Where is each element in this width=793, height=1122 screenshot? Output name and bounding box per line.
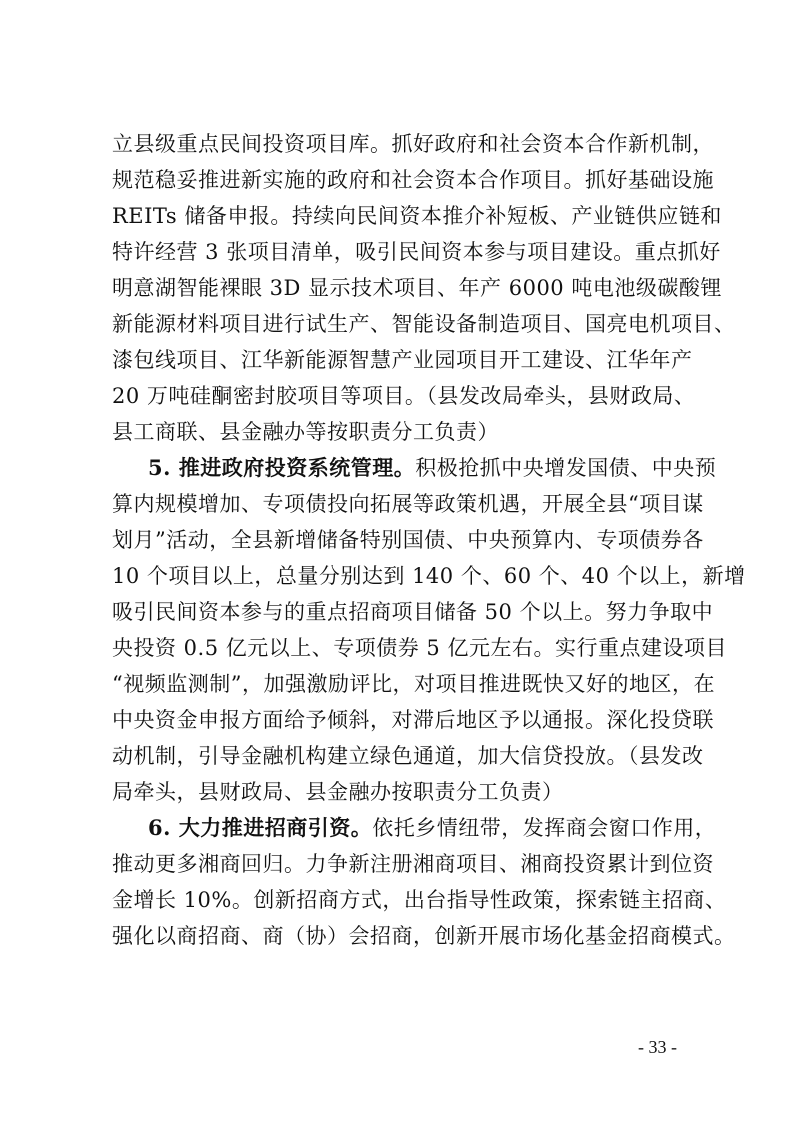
text-line: 明意湖智能裸眼 3D 显示技术项目、年产 6000 吨电池级碳酸锂: [112, 276, 722, 300]
text-line: 20 万吨硅酮密封胶项目等项目。（县发改局牵头，县财政局、: [112, 384, 696, 408]
text-line: 强化以商招商、商（协）会招商，创新开展市场化基金招商模式。: [112, 924, 736, 948]
text-line: 县工商联、县金融办等按职责分工负责）: [112, 420, 499, 444]
text-line: 央投资 0.5 亿元以上、专项债券 5 亿元左右。实行重点建设项目: [112, 636, 727, 660]
text-line: 金增长 10%。创新招商方式，出台指导性政策，探索链主招商、: [112, 888, 727, 912]
text-line: “视频监测制”，加强激励评比，对项目推进既快又好的地区，在: [112, 672, 715, 696]
text-line: 局牵头，县财政局、县金融办按职责分工负责）: [112, 780, 564, 804]
section-text: 积极抢抓中央增发国债、中央预: [415, 456, 717, 480]
text-line: 10 个项目以上，总量分别达到 140 个、60 个、40 个以上，新增: [112, 564, 746, 588]
section-heading: 6. 大力推进招商引资。: [148, 815, 373, 840]
text-line: REITs 储备申报。持续向民间资本推介补短板、产业链供应链和: [112, 204, 722, 228]
section-first-line: [148, 450, 716, 486]
text-line: 推动更多湘商回归。力争新注册湘商项目、湘商投资累计到位资: [112, 852, 714, 876]
text-line: 中央资金申报方面给予倾斜，对滞后地区予以通报。深化投贷联: [112, 708, 714, 732]
section-heading: 5. 推进政府投资系统管理。: [148, 455, 416, 480]
section-first-line: [148, 810, 716, 846]
text-line: 吸引民间资本参与的重点招商项目储备 50 个以上。努力争取中: [112, 600, 714, 624]
text-line: 划月”活动，全县新增储备特别国债、中央预算内、专项债券各: [112, 528, 704, 552]
page-number: - 33 -: [638, 1037, 677, 1057]
section-text: 依托乡情纽带，发挥商会窗口作用，: [372, 816, 717, 840]
text-line: 立县级重点民间投资项目库。抓好政府和社会资本合作新机制，: [112, 132, 714, 156]
text-line: 动机制，引导金融机构建立绿色通道，加大信贷投放。（县发改: [112, 744, 704, 768]
text-line: 漆包线项目、江华新能源智慧产业园项目开工建设、江华年产: [112, 348, 693, 372]
text-line: 规范稳妥推进新实施的政府和社会资本合作项目。抓好基础设施: [112, 168, 714, 192]
text-line: 特许经营 3 张项目清单，吸引民间资本参与项目建设。重点抓好: [112, 240, 721, 264]
text-line: 新能源材料项目进行试生产、智能设备制造项目、国亮电机项目、: [112, 312, 736, 336]
text-line: 算内规模增加、专项债投向拓展等政策机遇，开展全县“项目谋: [112, 492, 704, 516]
